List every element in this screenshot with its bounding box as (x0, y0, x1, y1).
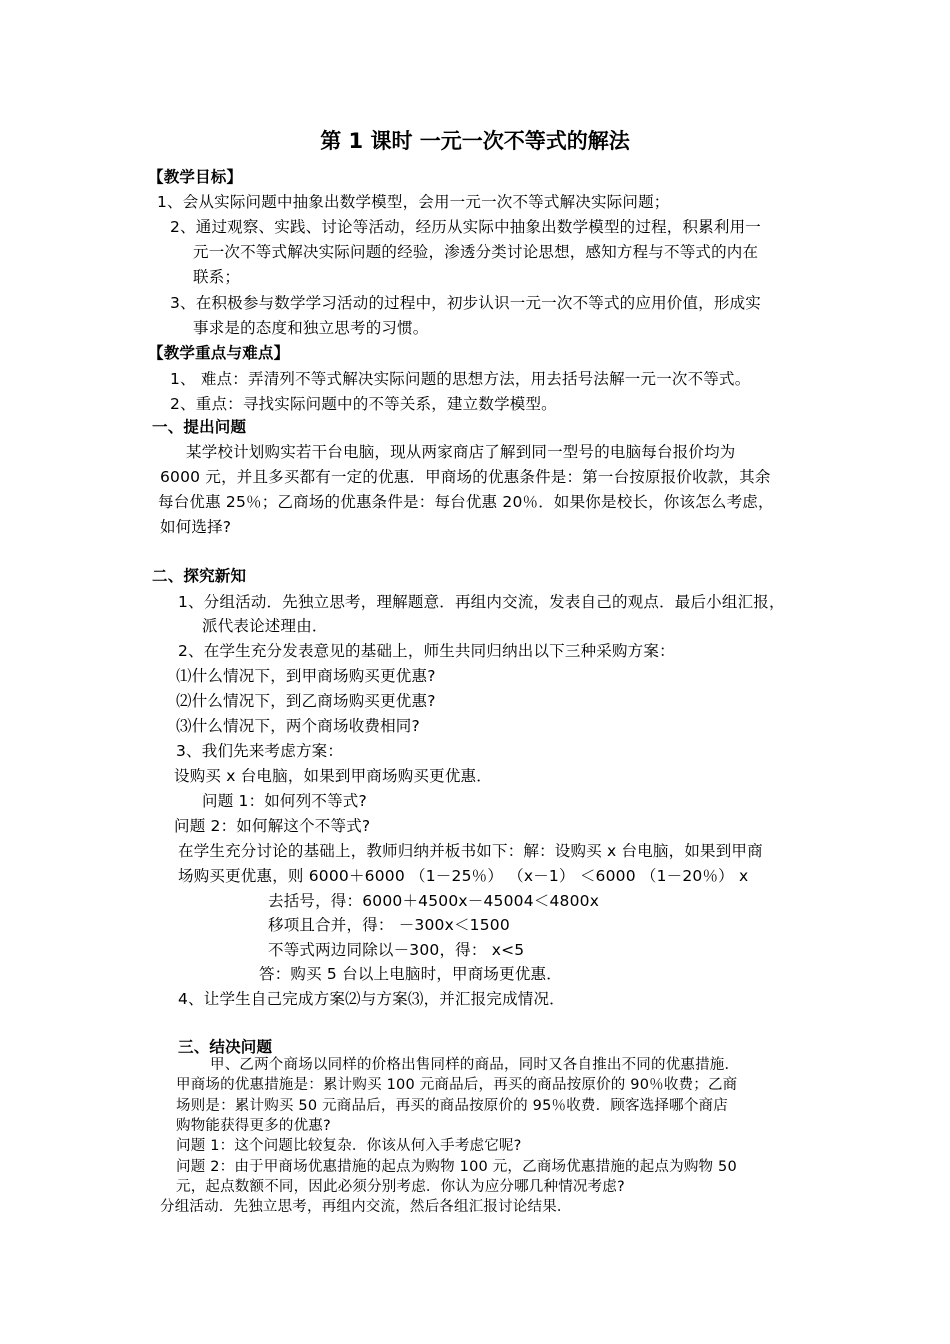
objectives-heading: 【教学目标】 (148, 168, 243, 186)
section3-paragraph-line-1: 甲、乙两个商场以同样的价格出售同样的商品，同时又各自推出不同的优惠措施． (210, 1057, 740, 1073)
question-2: 问题 2：如何解这个不等式? (174, 817, 371, 835)
plan-1: ⑴什么情况下，到甲商场购买更优惠? (176, 667, 436, 685)
section3-paragraph-line-2: 甲商场的优惠措施是：累计购买 100 元商品后，再买的商品按原价的 90％收费；乙商 (176, 1077, 738, 1093)
section1-paragraph-line-2: 6000 元，并且多买都有一定的优惠．甲商场的优惠条件是：第一台按原报价收款，其余 (160, 468, 771, 486)
objective-item-3-line-1: 3、在积极参与数学学习活动的过程中，初步认识一元一次不等式的应用价值，形成实 (170, 294, 761, 312)
section2-step-4: 4、让学生自己完成方案⑵与方案⑶，并汇报完成情况． (178, 990, 565, 1008)
board-line-2: 场购买更优惠，则 6000＋6000 （1－25％） （x－1） ＜6000 （1－20％） x (178, 867, 749, 885)
section3-question-1: 问题 1：这个问题比较复杂．你该从何入手考虑它呢? (176, 1138, 522, 1154)
assumption: 设购买 x 台电脑，如果到甲商场购买更优惠． (174, 767, 492, 785)
solution-step-3: 不等式两边同除以－300，得： x<5 (268, 941, 525, 959)
question-1: 问题 1：如何列不等式? (202, 792, 367, 810)
keypoint-difficulty: 1、 难点：弄清列不等式解决实际问题的思想方法，用去括号法解一元一次不等式。 (170, 370, 751, 388)
objective-item-2-line-1: 2、通过观察、实践、讨论等活动，经历从实际中抽象出数学模型的过程，积累利用一 (170, 218, 761, 236)
solution-step-2: 移项且合并，得： －300x＜1500 (268, 916, 510, 934)
section2-heading: 二、探究新知 (152, 567, 247, 585)
section2-step-2: 2、在学生充分发表意见的基础上，师生共同归纳出以下三种采购方案： (178, 642, 675, 660)
page-title: 第 1 课时 一元一次不等式的解法 (320, 129, 630, 153)
objective-item-3-line-2: 事求是的态度和独立思考的习惯。 (193, 319, 429, 337)
section3-paragraph-line-4: 购物能获得更多的优惠? (176, 1118, 331, 1134)
section1-paragraph-line-1: 某学校计划购实若干台电脑，现从两家商店了解到同一型号的电脑每台报价均为 (186, 443, 736, 461)
section2-step-1-line-1: 1、分组活动．先独立思考，理解题意．再组内交流，发表自己的观点．最后小组汇报， (178, 593, 785, 611)
solution-step-1: 去括号，得：6000＋4500x－45004＜4800x (268, 892, 600, 910)
section1-heading: 一、提出问题 (152, 418, 247, 436)
section3-question-2-line-1: 问题 2：由于甲商场优惠措施的起点为购物 100 元，乙商场优惠措施的起点为购物 50 (176, 1159, 737, 1175)
section1-paragraph-line-3: 每台优惠 25％；乙商场的优惠条件是：每台优惠 20％．如果你是校长，你该怎么考虑， (158, 493, 774, 511)
section3-question-2-line-2: 元，起点数额不同，因此必须分别考虑．你认为应分哪几种情况考虑? (176, 1179, 625, 1195)
keypoints-heading: 【教学重点与难点】 (148, 344, 290, 362)
objective-item-2-line-2: 元一次不等式解决实际问题的经验，渗透分类讨论思想，感知方程与不等式的内在 (193, 243, 759, 261)
keypoint-focus: 2、重点：寻找实际问题中的不等关系，建立数学模型。 (170, 395, 557, 413)
plan-2: ⑵什么情况下，到乙商场购买更优惠? (176, 692, 436, 710)
objective-item-2-line-3: 联系； (193, 268, 241, 286)
board-line-1: 在学生充分讨论的基础上，教师归纳并板书如下：解：设购买 x 台电脑，如果到甲商 (178, 842, 763, 860)
section3-group-activity: 分组活动．先独立思考，再组内交流，然后各组汇报讨论结果． (160, 1199, 572, 1215)
section1-paragraph-line-4: 如何选择? (160, 518, 232, 536)
section3-paragraph-line-3: 场则是：累计购买 50 元商品后，再买的商品按原价的 95％收费．顾客选择哪个商店 (176, 1098, 728, 1114)
objective-item-1: 1、会从实际问题中抽象出数学模型，会用一元一次不等式解决实际问题； (157, 193, 670, 211)
section3-heading: 三、结决问题 (178, 1038, 273, 1056)
section2-step-3: 3、我们先来考虑方案： (176, 742, 344, 760)
solution-answer: 答：购买 5 台以上电脑时，甲商场更优惠． (259, 965, 562, 983)
section2-step-1-line-2: 派代表论述理由． (202, 617, 328, 635)
plan-3: ⑶什么情况下，两个商场收费相同? (176, 717, 420, 735)
